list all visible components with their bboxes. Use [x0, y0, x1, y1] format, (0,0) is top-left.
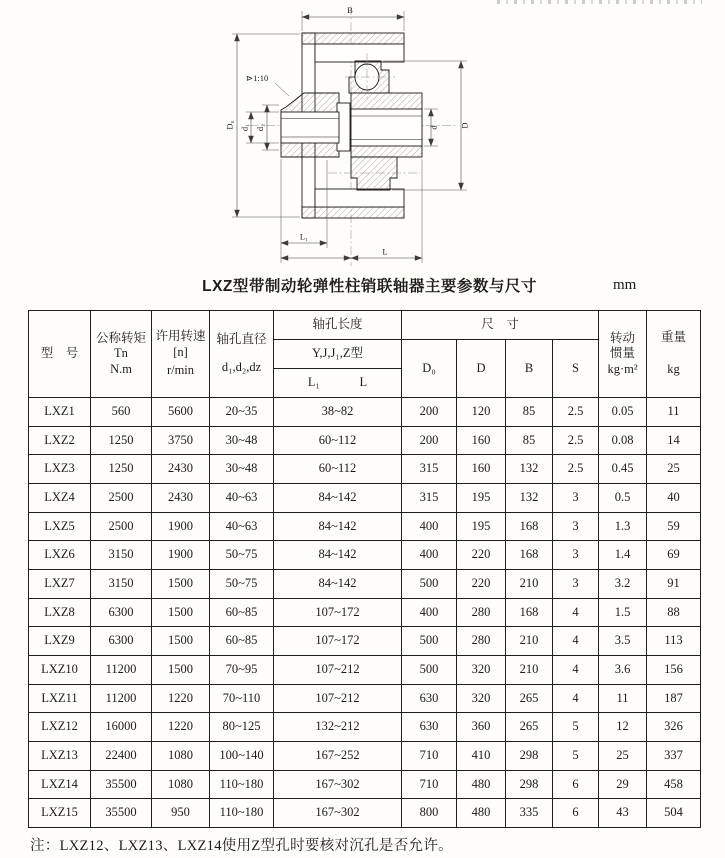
pin-boss-bottom — [351, 157, 397, 190]
table-row — [29, 598, 701, 627]
value-cell: 1250 — [91, 455, 152, 484]
value-cell: 70~95 — [210, 655, 274, 684]
table-row — [29, 569, 701, 598]
value-cell: 200 — [402, 426, 457, 455]
cropped-text-artifact — [497, 0, 702, 4]
value-cell: 85 — [506, 398, 553, 427]
dim-label-L: L — [382, 246, 388, 257]
drum-bottom-cavity — [315, 189, 404, 207]
value-cell: 480 — [457, 770, 506, 799]
table-row — [29, 483, 701, 512]
value-cell: 167~302 — [274, 799, 402, 828]
value-cell: 11200 — [91, 684, 152, 713]
value-cell: 120 — [457, 398, 506, 427]
value-cell: 950 — [152, 799, 210, 828]
value-cell: 3.5 — [599, 627, 647, 656]
value-cell: 110~180 — [210, 770, 274, 799]
value-cell: 4 — [553, 627, 599, 656]
value-cell: 6300 — [91, 598, 152, 627]
value-cell: 35500 — [91, 770, 152, 799]
value-cell: 335 — [506, 799, 553, 828]
value-cell: 315 — [402, 455, 457, 484]
value-cell: 11 — [599, 684, 647, 713]
value-cell: 167~252 — [274, 741, 402, 770]
value-cell: 1.3 — [599, 512, 647, 541]
value-cell: 480 — [457, 799, 506, 828]
value-cell: 360 — [457, 713, 506, 742]
model-cell: LXZ3 — [29, 455, 91, 484]
value-cell: 800 — [402, 799, 457, 828]
table-header — [29, 311, 701, 398]
value-cell: 11 — [647, 398, 701, 427]
parameters-table — [28, 310, 701, 828]
value-cell: 400 — [402, 541, 457, 570]
value-cell: 1500 — [152, 655, 210, 684]
value-cell: 2430 — [152, 483, 210, 512]
value-cell: 320 — [457, 684, 506, 713]
value-cell: 2500 — [91, 512, 152, 541]
value-cell: 187 — [647, 684, 701, 713]
dim-label-L1: L₁ — [299, 231, 309, 242]
value-cell: 630 — [402, 713, 457, 742]
value-cell: 298 — [506, 770, 553, 799]
value-cell: 410 — [457, 741, 506, 770]
model-cell: LXZ8 — [29, 598, 91, 627]
value-cell: 265 — [506, 684, 553, 713]
value-cell: 38~82 — [274, 398, 402, 427]
value-cell: 160 — [457, 426, 506, 455]
dim-label-d2: d₂ — [255, 123, 265, 132]
value-cell: 110~180 — [210, 799, 274, 828]
value-cell: 22400 — [91, 741, 152, 770]
model-cell: LXZ10 — [29, 655, 91, 684]
model-cell: LXZ1 — [29, 398, 91, 427]
value-cell: 59 — [647, 512, 701, 541]
table-row — [29, 627, 701, 656]
value-cell: 280 — [457, 627, 506, 656]
table-row — [29, 713, 701, 742]
table-row — [29, 426, 701, 455]
model-cell: LXZ13 — [29, 741, 91, 770]
value-cell: 85 — [506, 426, 553, 455]
value-cell: 195 — [457, 512, 506, 541]
table-row — [29, 541, 701, 570]
value-cell: 6 — [553, 770, 599, 799]
value-cell: 132 — [506, 455, 553, 484]
value-cell: 168 — [506, 512, 553, 541]
dim-label-D: D — [459, 122, 470, 129]
value-cell: 20~35 — [210, 398, 274, 427]
table-row — [29, 799, 701, 828]
header-torque: 公称转矩Tn N.m — [91, 311, 152, 398]
value-cell: 298 — [506, 741, 553, 770]
value-cell: 70~110 — [210, 684, 274, 713]
header-speed: 许用转速 [n] r/min — [152, 311, 210, 398]
value-cell: 4 — [553, 655, 599, 684]
dim-label-D0: D₀ — [224, 120, 235, 130]
value-cell: 11200 — [91, 655, 152, 684]
value-cell: 40~63 — [210, 512, 274, 541]
value-cell: 80~125 — [210, 713, 274, 742]
value-cell: 326 — [647, 713, 701, 742]
value-cell: 84~142 — [274, 541, 402, 570]
value-cell: 1500 — [152, 569, 210, 598]
value-cell: 504 — [647, 799, 701, 828]
value-cell: 5600 — [152, 398, 210, 427]
value-cell: 710 — [402, 770, 457, 799]
model-cell: LXZ9 — [29, 627, 91, 656]
table-row — [29, 455, 701, 484]
value-cell: 88 — [647, 598, 701, 627]
value-cell: 40 — [647, 483, 701, 512]
value-cell: 1250 — [91, 426, 152, 455]
value-cell: 113 — [647, 627, 701, 656]
value-cell: 30~48 — [210, 455, 274, 484]
page-title: LXZ型带制动轮弹性柱销联轴器主要参数与尺寸 — [202, 278, 537, 295]
value-cell: 3 — [553, 541, 599, 570]
value-cell: 210 — [506, 655, 553, 684]
value-cell: 107~172 — [274, 627, 402, 656]
value-cell: 265 — [506, 713, 553, 742]
value-cell: 1080 — [152, 741, 210, 770]
header-col-D0: D₀ — [402, 340, 457, 398]
value-cell: 107~172 — [274, 598, 402, 627]
table-row — [29, 655, 701, 684]
value-cell: 3.6 — [599, 655, 647, 684]
value-cell: 14 — [647, 426, 701, 455]
value-cell: 156 — [647, 655, 701, 684]
value-cell: 50~75 — [210, 569, 274, 598]
value-cell: 43 — [599, 799, 647, 828]
value-cell: 1500 — [152, 627, 210, 656]
value-cell: 710 — [402, 741, 457, 770]
value-cell: 500 — [402, 569, 457, 598]
model-cell: LXZ2 — [29, 426, 91, 455]
value-cell: 3.2 — [599, 569, 647, 598]
value-cell: 1080 — [152, 770, 210, 799]
value-cell: 2.5 — [553, 455, 599, 484]
value-cell: 132 — [506, 483, 553, 512]
value-cell: 320 — [457, 655, 506, 684]
value-cell: 100~140 — [210, 741, 274, 770]
value-cell: 168 — [506, 598, 553, 627]
value-cell: 132~212 — [274, 713, 402, 742]
header-length-group: 轴孔长度 — [274, 311, 402, 340]
table-row — [29, 398, 701, 427]
model-cell: LXZ12 — [29, 713, 91, 742]
value-cell: 29 — [599, 770, 647, 799]
dim-label-B: B — [347, 5, 353, 15]
value-cell: 6 — [553, 799, 599, 828]
value-cell: 315 — [402, 483, 457, 512]
value-cell: 3150 — [91, 541, 152, 570]
left-shaft-bore — [281, 112, 339, 143]
value-cell: 60~112 — [274, 426, 402, 455]
value-cell: 4 — [553, 598, 599, 627]
value-cell: 5 — [553, 713, 599, 742]
table-row — [29, 741, 701, 770]
value-cell: 200 — [402, 398, 457, 427]
value-cell: 0.5 — [599, 483, 647, 512]
value-cell: 210 — [506, 627, 553, 656]
value-cell: 2.5 — [553, 398, 599, 427]
value-cell: 400 — [402, 598, 457, 627]
drum-top-cavity — [315, 44, 404, 62]
table-row — [29, 684, 701, 713]
value-cell: 25 — [647, 455, 701, 484]
header-length-sub: Y,J,J₁,Z型 — [274, 340, 402, 369]
model-cell: LXZ5 — [29, 512, 91, 541]
drum-top-band — [302, 33, 404, 44]
value-cell: 280 — [457, 598, 506, 627]
value-cell: 5 — [553, 741, 599, 770]
value-cell: 500 — [402, 655, 457, 684]
right-shaft-bore — [351, 109, 422, 146]
table-row — [29, 770, 701, 799]
taper-label: ⊳1:10 — [246, 73, 269, 83]
table-body — [29, 398, 701, 828]
value-cell: 167~302 — [274, 770, 402, 799]
value-cell: 1900 — [152, 512, 210, 541]
value-cell: 400 — [402, 512, 457, 541]
model-cell: LXZ11 — [29, 684, 91, 713]
footnote: 注：LXZ12、LXZ13、LXZ14使用Z型孔时要核对沉孔是否允许。 — [30, 838, 453, 854]
value-cell: 220 — [457, 541, 506, 570]
value-cell: 500 — [402, 627, 457, 656]
header-bore: 轴孔直径 d₁,d₂,dz — [210, 311, 274, 398]
value-cell: 2430 — [152, 455, 210, 484]
value-cell: 50~75 — [210, 541, 274, 570]
header-col-S: S — [553, 340, 599, 398]
value-cell: 84~142 — [274, 512, 402, 541]
value-cell: 3750 — [152, 426, 210, 455]
value-cell: 560 — [91, 398, 152, 427]
value-cell: 458 — [647, 770, 701, 799]
value-cell: 1500 — [152, 598, 210, 627]
value-cell: 0.45 — [599, 455, 647, 484]
value-cell: 4 — [553, 684, 599, 713]
drum-bottom-band — [302, 207, 404, 218]
value-cell: 195 — [457, 483, 506, 512]
model-cell: LXZ4 — [29, 483, 91, 512]
value-cell: 3150 — [91, 569, 152, 598]
header-col-B: B — [506, 340, 553, 398]
model-cell: LXZ7 — [29, 569, 91, 598]
value-cell: 0.08 — [599, 426, 647, 455]
table-row — [29, 512, 701, 541]
value-cell: 40~63 — [210, 483, 274, 512]
value-cell: 60~112 — [274, 455, 402, 484]
value-cell: 69 — [647, 541, 701, 570]
value-cell: 35500 — [91, 799, 152, 828]
value-cell: 0.05 — [599, 398, 647, 427]
header-size-group: 尺 寸 — [402, 311, 599, 340]
value-cell: 337 — [647, 741, 701, 770]
value-cell: 3 — [553, 512, 599, 541]
header-weight: 重量 kg — [647, 311, 701, 398]
dim-label-d: d — [428, 125, 439, 130]
unit-label: mm — [613, 277, 637, 293]
value-cell: 1900 — [152, 541, 210, 570]
value-cell: 16000 — [91, 713, 152, 742]
value-cell: 2.5 — [553, 426, 599, 455]
value-cell: 220 — [457, 569, 506, 598]
value-cell: 107~212 — [274, 655, 402, 684]
value-cell: 210 — [506, 569, 553, 598]
value-cell: 2500 — [91, 483, 152, 512]
value-cell: 168 — [506, 541, 553, 570]
value-cell: 6300 — [91, 627, 152, 656]
value-cell: 630 — [402, 684, 457, 713]
model-cell: LXZ15 — [29, 799, 91, 828]
value-cell: 3 — [553, 569, 599, 598]
value-cell: 91 — [647, 569, 701, 598]
model-cell: LXZ14 — [29, 770, 91, 799]
dim-label-d1: d₁ — [239, 123, 250, 132]
coupling-section-drawing — [224, 0, 476, 270]
header-model: 型 号 — [29, 311, 91, 398]
value-cell: 60~85 — [210, 598, 274, 627]
value-cell: 107~212 — [274, 684, 402, 713]
value-cell: 84~142 — [274, 483, 402, 512]
header-length-cols: L₁ L — [274, 369, 402, 398]
value-cell: 1.5 — [599, 598, 647, 627]
value-cell: 60~85 — [210, 627, 274, 656]
value-cell: 30~48 — [210, 426, 274, 455]
value-cell: 25 — [599, 741, 647, 770]
value-cell: 12 — [599, 713, 647, 742]
value-cell: 160 — [457, 455, 506, 484]
value-cell: 1220 — [152, 684, 210, 713]
header-inertia: 转动 惯量 kg·m² — [599, 311, 647, 398]
value-cell: 1220 — [152, 713, 210, 742]
value-cell: 84~142 — [274, 569, 402, 598]
value-cell: 1.4 — [599, 541, 647, 570]
model-cell: LXZ6 — [29, 541, 91, 570]
header-col-D: D — [457, 340, 506, 398]
value-cell: 3 — [553, 483, 599, 512]
